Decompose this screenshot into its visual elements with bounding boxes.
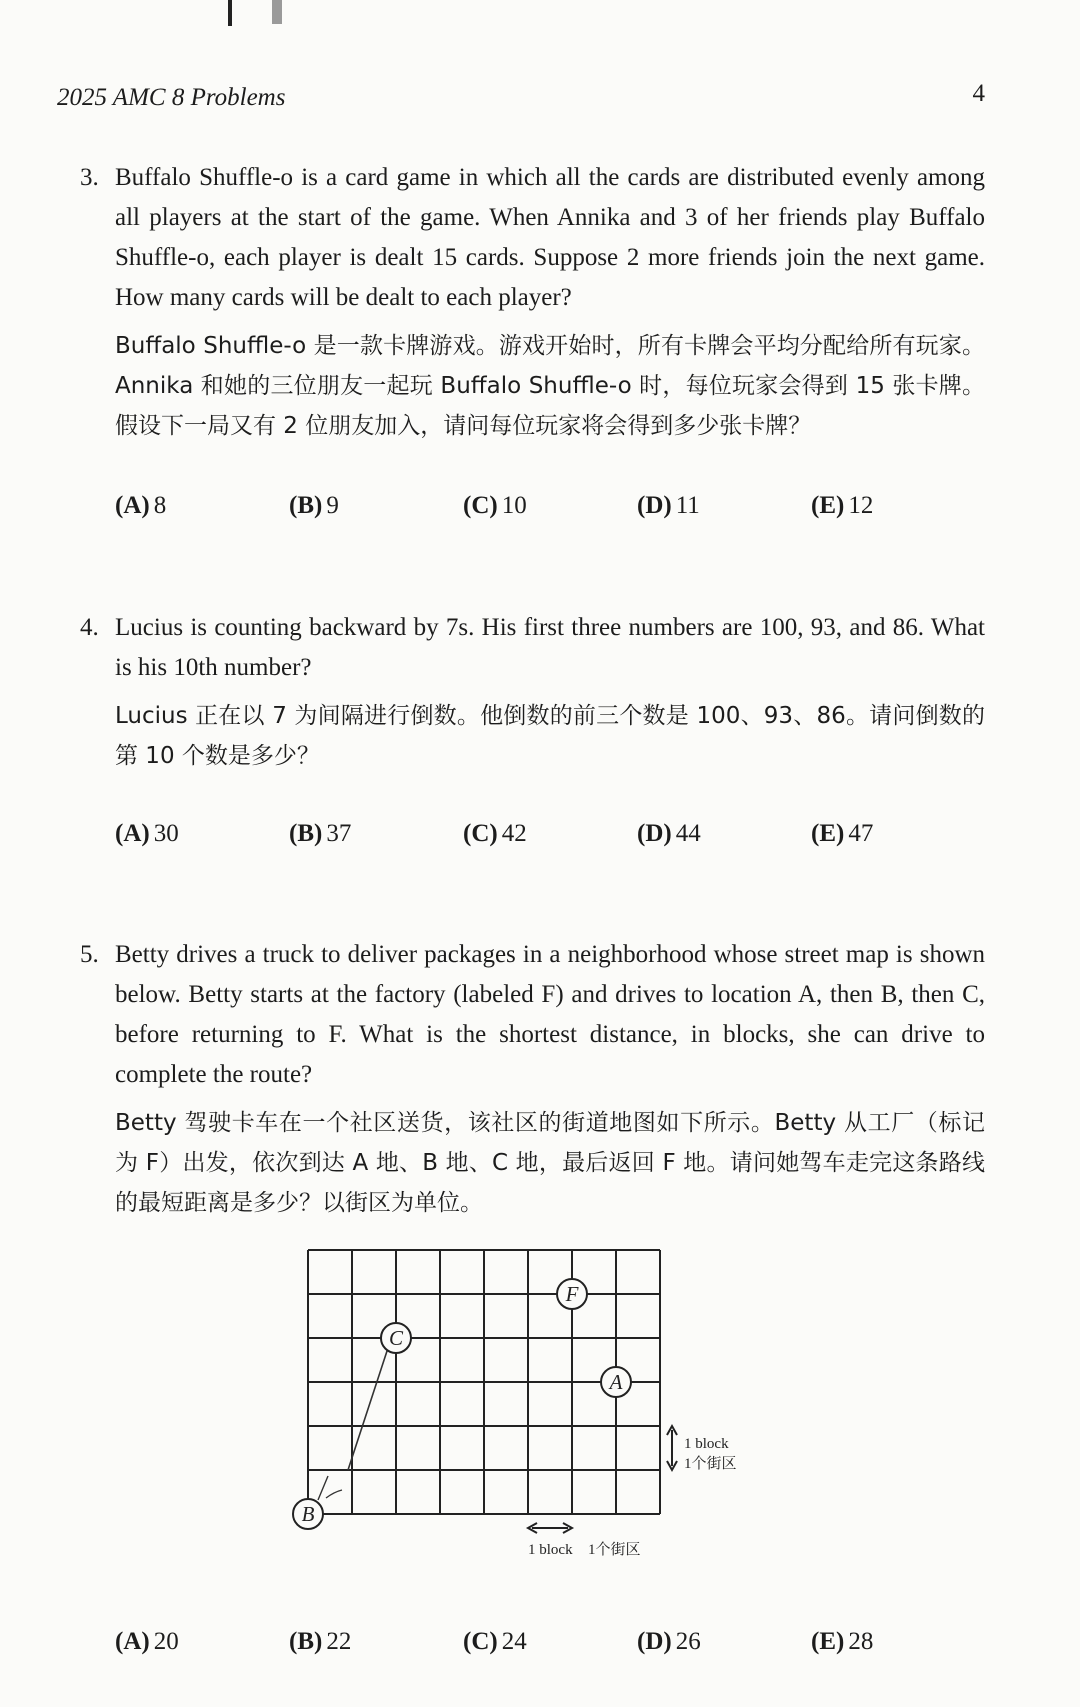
choice-a[interactable]: (A) 8 — [115, 492, 167, 519]
problem-text-zh: Betty 驾驶卡车在一个社区送货，该社区的街道地图如下所示。Betty 从工厂（标记为 F）出发，依次到达 A 地、B 地、C 地，最后返回 F 地。请问她驾车走完这条路线的最短距离是多少？以街区为单位。 — [115, 1110, 985, 1216]
problem-4 — [80, 608, 985, 848]
answer-choices — [80, 820, 985, 848]
problem-text-en: 4. Lucius is counting backward by 7s. His first three numbers are 100, 93, and 86. What is his 10th number? — [80, 608, 985, 688]
problem-number: 5. — [80, 941, 99, 968]
problem-number: 4. — [80, 614, 99, 641]
problem-3 — [80, 158, 985, 520]
location-label-a: A — [609, 1370, 623, 1394]
choice-a[interactable]: (A) 30 — [115, 820, 179, 847]
choice-e[interactable]: (E) 28 — [811, 1628, 874, 1655]
scale-label-vertical-zh: 1个街区 — [684, 1456, 737, 1472]
problem-text-zh: Buffalo Shuffle-o 是一款卡牌游戏。游戏开始时，所有卡牌会平均分配给所有玩家。Annika 和她的三位朋友一起玩 Buffalo Shuffle-o 时，每位玩家会得到 15 张卡牌。假设下一局又有 2 位朋友加入，请问每位玩家将会得到多少张卡牌？ — [115, 333, 985, 439]
problem-number: 3. — [80, 164, 99, 191]
scale-label-horizontal-zh: 1个街区 — [588, 1542, 641, 1558]
choice-e[interactable]: (E) 47 — [811, 820, 874, 847]
street-map-svg — [285, 1245, 755, 1575]
problem-5 — [80, 935, 985, 1223]
choice-d[interactable]: (D) 44 — [637, 820, 701, 847]
choice-b[interactable]: (B) 37 — [289, 820, 352, 847]
street-map — [285, 1245, 755, 1575]
choice-b[interactable]: (B) 22 — [289, 1628, 352, 1655]
choice-d[interactable]: (D) 26 — [637, 1628, 701, 1655]
choice-e[interactable]: (E) 12 — [811, 492, 874, 519]
pencil-mark — [318, 1476, 342, 1500]
choice-c[interactable]: (C) 24 — [463, 1628, 527, 1655]
location-label-c: C — [388, 1326, 404, 1350]
location-label-f: F — [565, 1282, 579, 1306]
choice-c[interactable]: (C) 10 — [463, 492, 527, 519]
page-header-title: 2025 AMC 8 Problems — [57, 84, 286, 111]
choice-a[interactable]: (A) 20 — [115, 1628, 179, 1655]
pencil-mark — [348, 1348, 388, 1470]
scale-label-horizontal-en: 1 block — [528, 1542, 573, 1558]
location-label-b: B — [301, 1502, 315, 1526]
answer-choices — [80, 492, 985, 520]
problem-text-en: 3. Buffalo Shuffle-o is a card game in which all the cards are distributed evenly among all players at the start of the game. When Annika and 3 of her friends play Buffalo Shuffle-o, each player is dealt 15 cards. Suppose 2 more friends join the next game. How many cards will be dealt to each player? — [80, 158, 985, 318]
scale-label-vertical-en: 1 block — [684, 1436, 729, 1452]
page-number: 4 — [972, 80, 985, 107]
choice-b[interactable]: (B) 9 — [289, 492, 339, 519]
problem-5-choices — [80, 1628, 985, 1656]
scan-artifact — [222, 0, 284, 28]
answer-choices — [80, 1628, 985, 1656]
choice-d[interactable]: (D) 11 — [637, 492, 700, 519]
choice-c[interactable]: (C) 42 — [463, 820, 527, 847]
problem-text-zh: Lucius 正在以 7 为间隔进行倒数。他倒数的前三个数是 100、93、86。请问倒数的第 10 个数是多少？ — [115, 703, 985, 769]
problem-text-en: 5. Betty drives a truck to deliver packages in a neighborhood whose street map is shown below. Betty starts at the factory (labeled F) and drives to location A, then B, then C, before returning to F. What is the shortest distance, in blocks, she can drive to complete the route? — [80, 935, 985, 1095]
